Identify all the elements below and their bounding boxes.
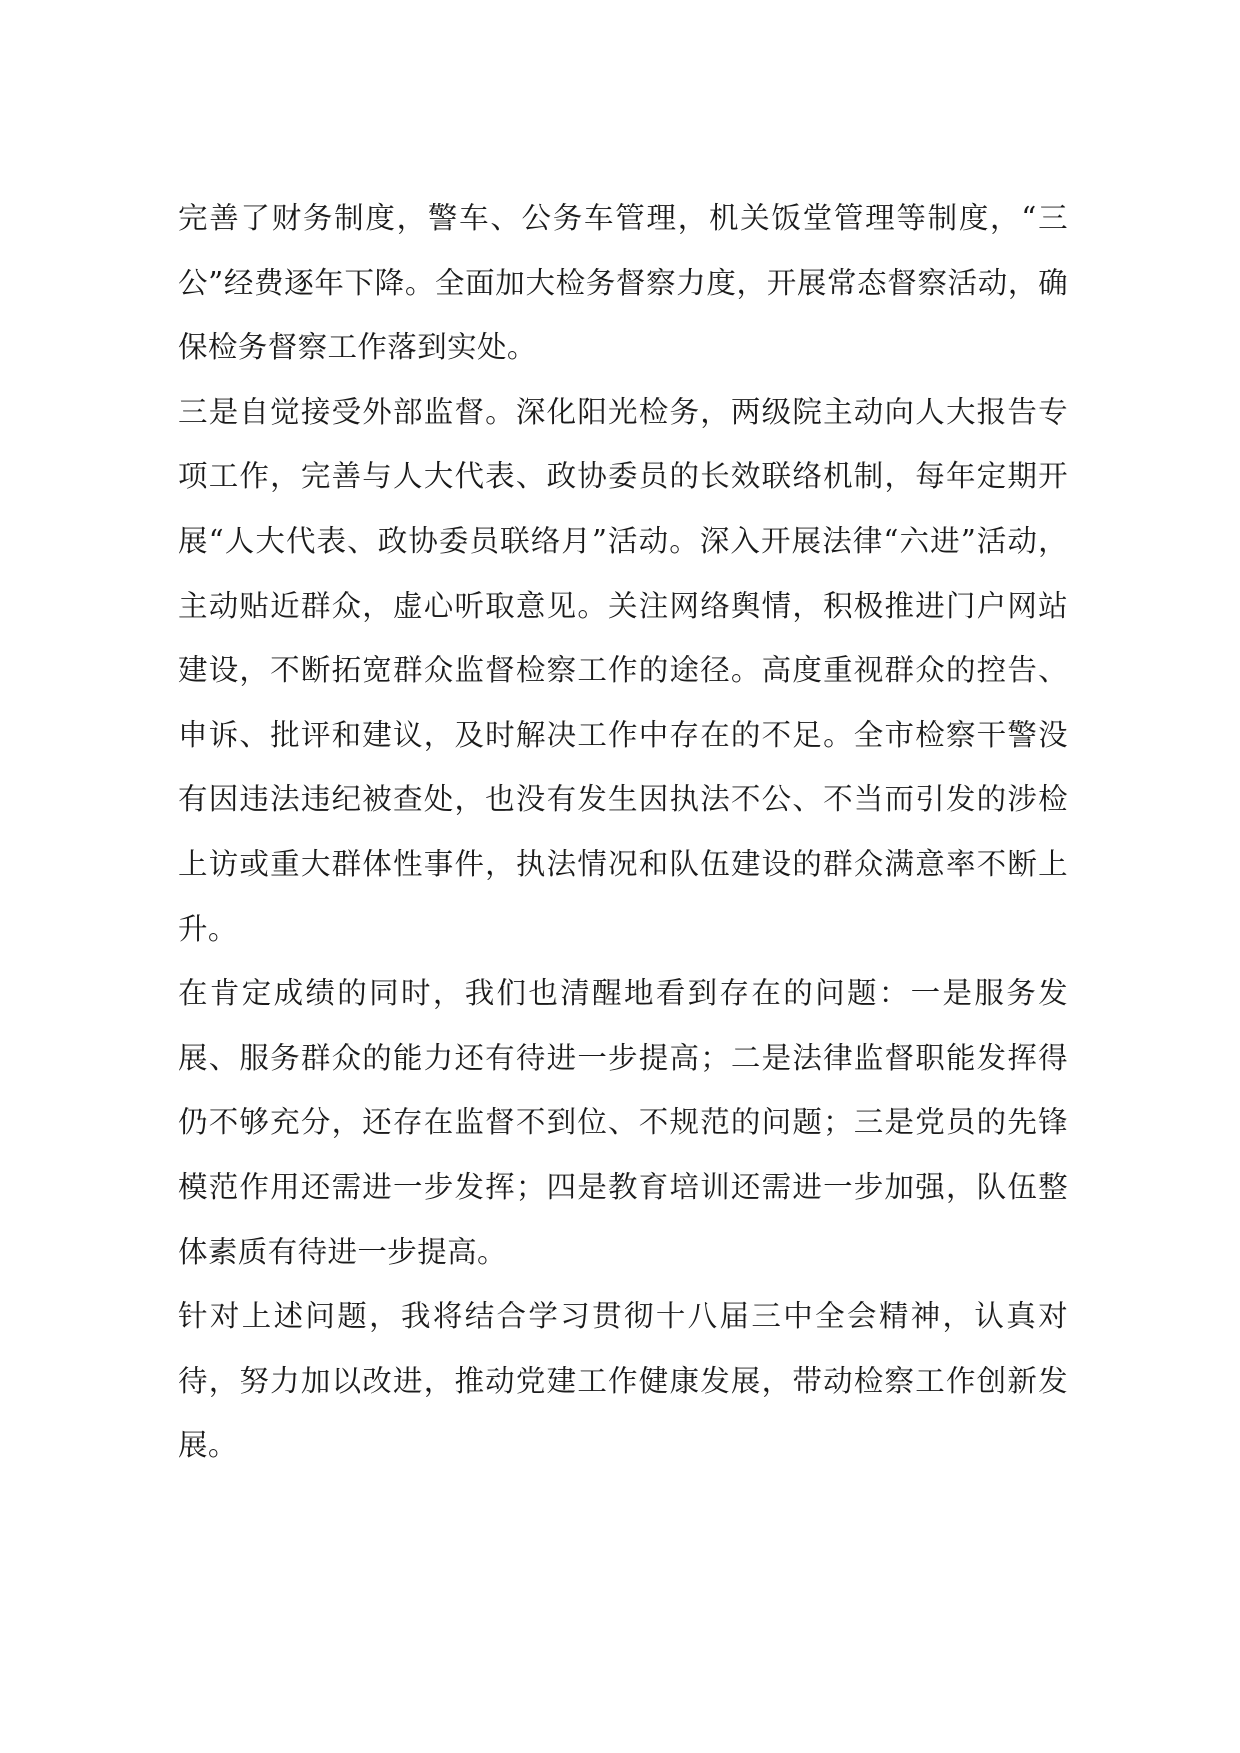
document-body: [178, 186, 1068, 1478]
paragraph-external-supervision: 三是自觉接受外部监督。深化阳光检务，两级院主动向人大报告专项工作，完善与人大代表、政协委员的长效联络机制，每年定期开展“人大代表、政协委员联络月”活动。深入开展法律“六进”活动，主动贴近群众，虚心听取意见。关注网络舆情，积极推进门户网站建设，不断拓宽群众监督检察工作的途径。高度重视群众的控告、申诉、批评和建议，及时解决工作中存在的不足。全市检察干警没有因违法违纪被查处，也没有发生因执法不公、不当而引发的涉检上访或重大群体性事件，执法情况和队伍建设的群众满意率不断上升。: [178, 394, 1068, 946]
paragraph-existing-problems: 在肯定成绩的同时，我们也清醒地看到存在的问题：一是服务发展、服务群众的能力还有待进一步提高；二是法律监督职能发挥得仍不够充分，还存在监督不到位、不规范的问题；三是党员的先锋模范作用还需进一步发挥；四是教育培训还需进一步加强，队伍整体素质有待进一步提高。: [178, 976, 1068, 1269]
paragraph-improvement-plan: 针对上述问题，我将结合学习贯彻十八届三中全会精神，认真对待，努力加以改进，推动党建工作健康发展，带动检察工作创新发展。: [178, 1299, 1068, 1463]
paragraph-finance-system: 完善了财务制度，警车、公务车管理，机关饭堂管理等制度，“三公”经费逐年下降。全面加大检务督察力度，开展常态督察活动，确保检务督察工作落到实处。: [178, 201, 1068, 365]
